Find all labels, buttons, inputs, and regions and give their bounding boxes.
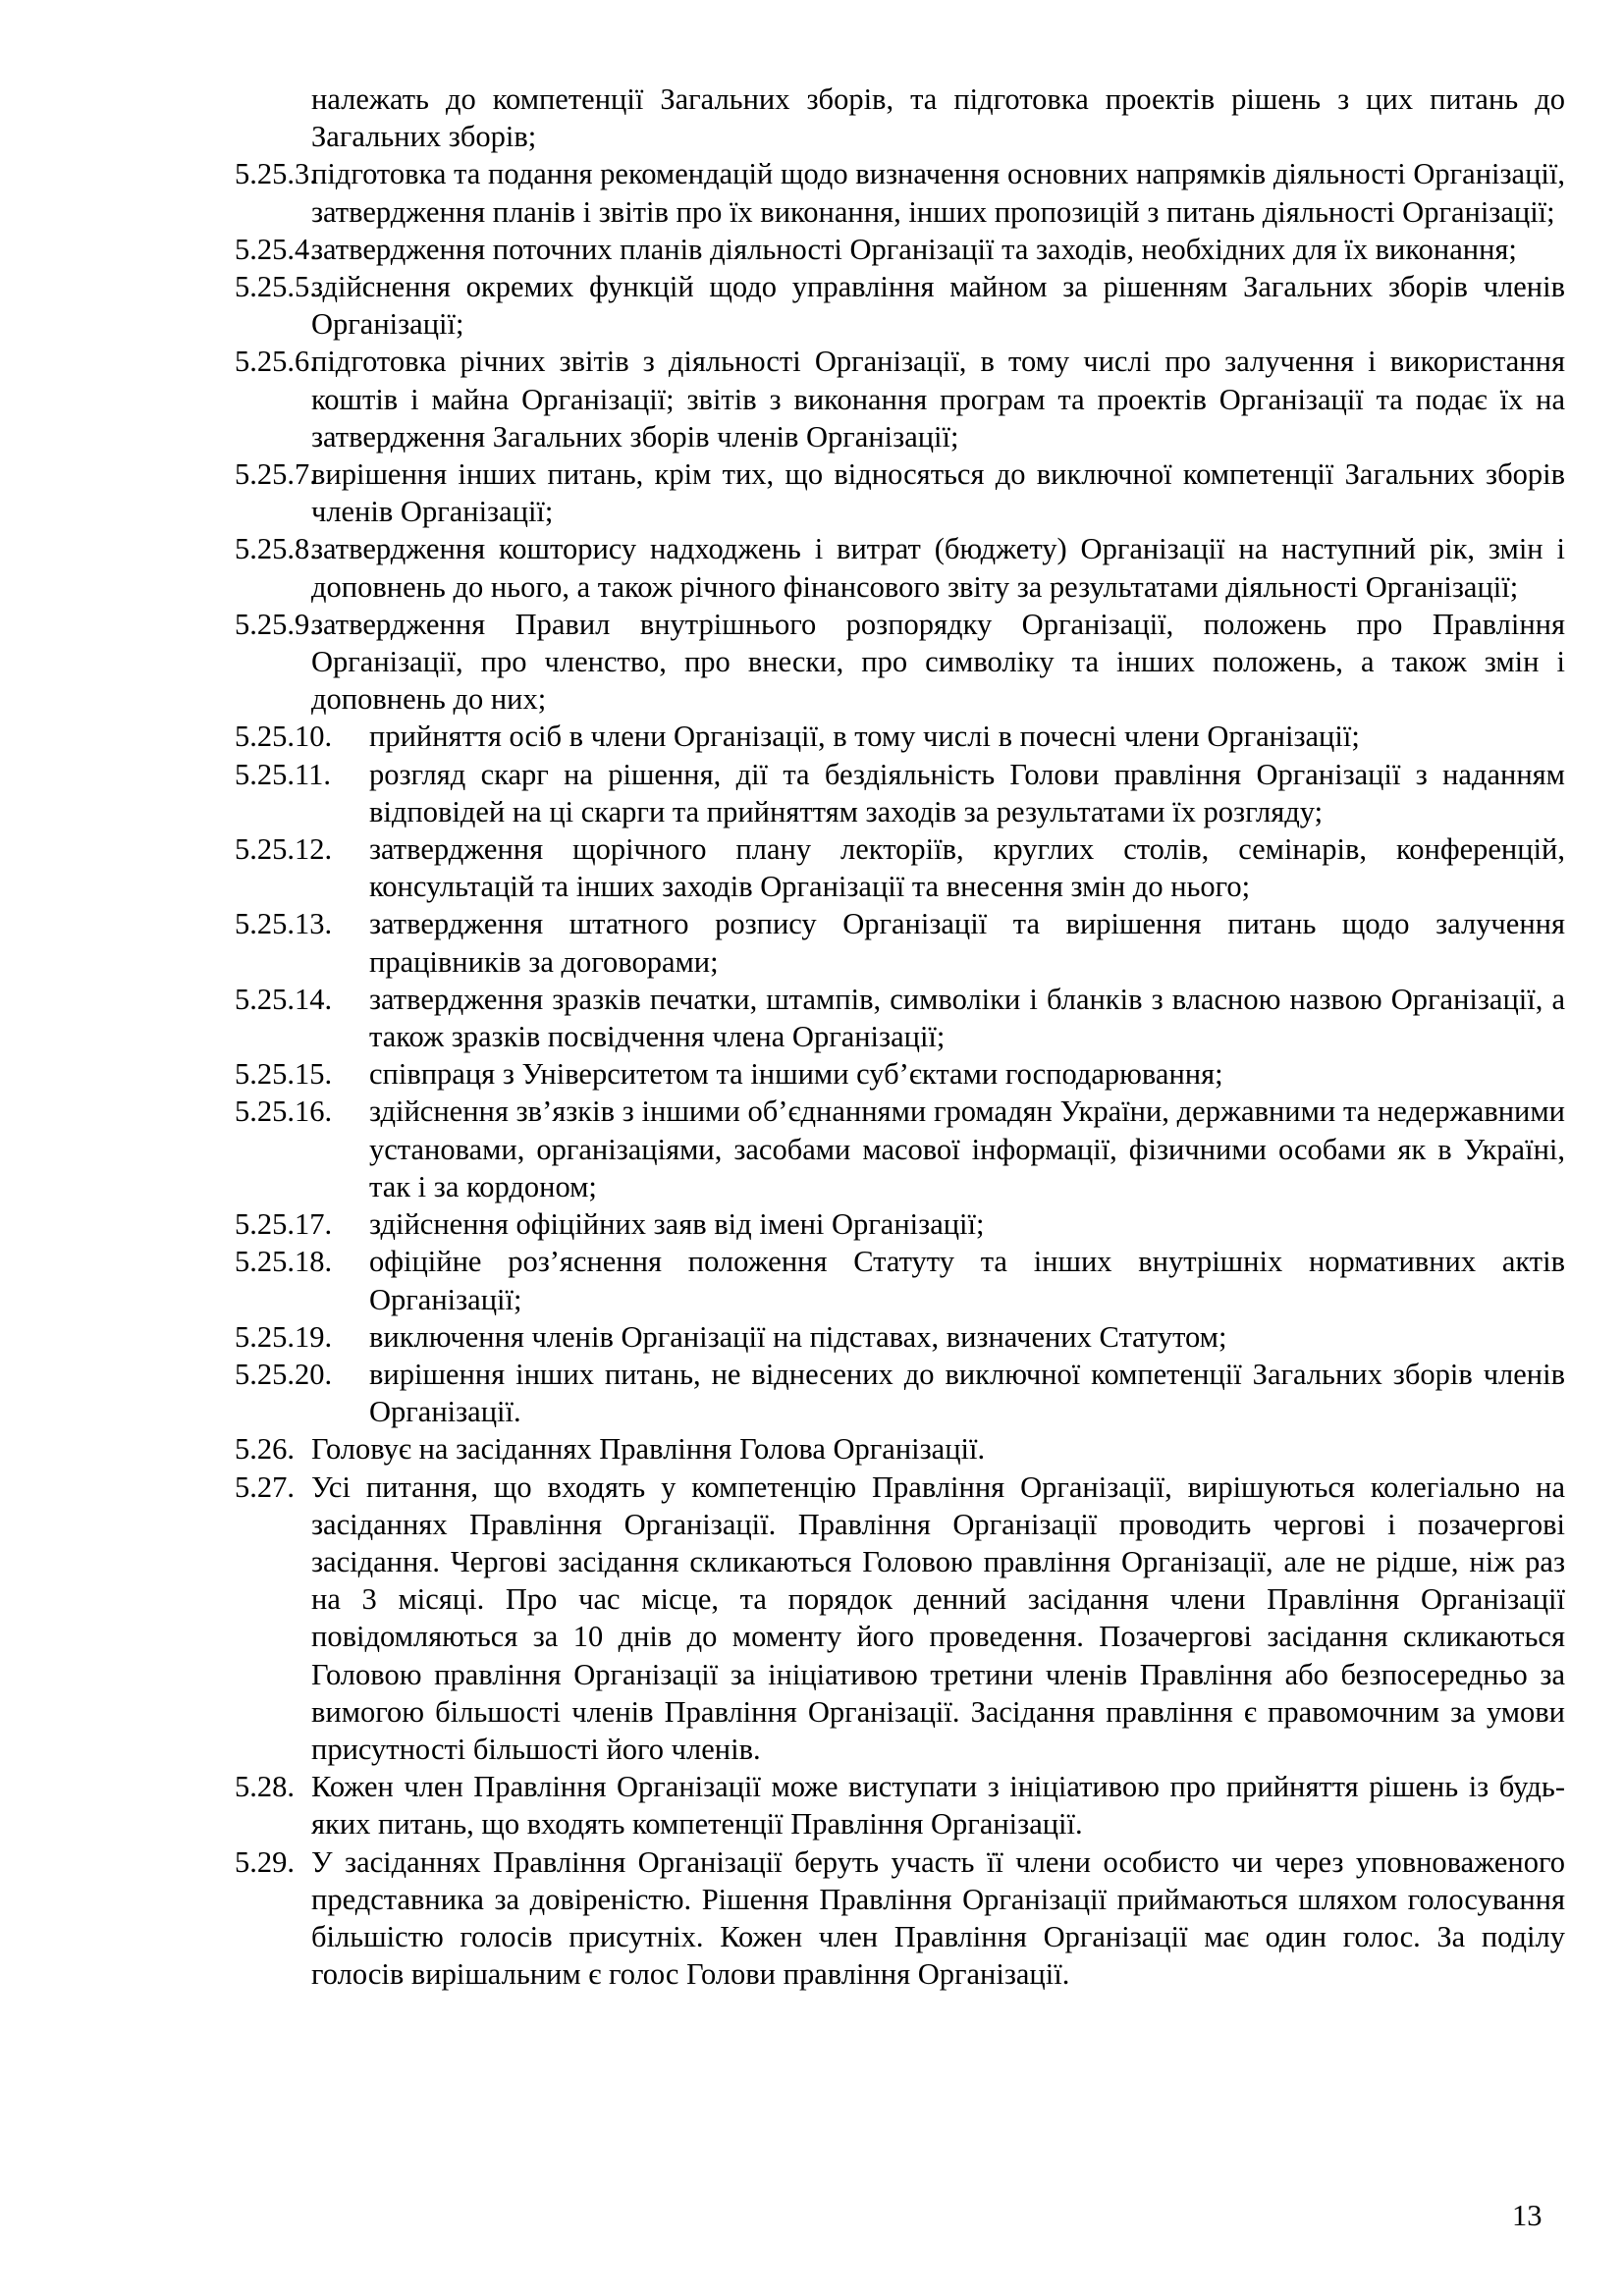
clause-text: розгляд скарг на рішення, дії та бездіяльність Голови правління Організації з наданням відповідей на ці скарги та прийняттям заходів за результатами їх розгляду;	[369, 757, 1565, 828]
clause-item	[235, 1055, 1565, 1093]
clause-text: здійснення окремих функцій щодо управління майном за рішенням Загальних зборів членів Організації;	[311, 270, 1565, 342]
clause-text: підготовка та подання рекомендацій щодо визначення основних напрямків діяльності Організації, затвердження планів і звітів про їх виконання, інших пропозицій з питань діяльності Організації;	[311, 157, 1565, 229]
clause-text: вирішення інших питань, крім тих, що відносяться до виключної компетенції Загальних зборів членів Організації;	[311, 457, 1565, 529]
clause-item	[235, 1093, 1565, 1205]
clause-number: 5.25.11.	[235, 757, 331, 791]
clause-number: 5.25.4.	[235, 232, 317, 266]
clause-text: здійснення офіційних заяв від імені Організації;	[369, 1207, 985, 1242]
clause-number: 5.25.14.	[235, 982, 333, 1016]
clause-number: 5.25.9.	[235, 607, 317, 641]
continued-paragraph: належать до компетенції Загальних зборів, та підготовка проектів рішень з цих питань до Загальних зборів;	[311, 82, 1565, 154]
clause-number: 5.26.	[235, 1432, 295, 1467]
clause-number: 5.25.6.	[235, 345, 317, 379]
clause-item	[235, 1243, 1565, 1317]
clause-number: 5.29.	[235, 1844, 295, 1879]
clause-number: 5.25.20.	[235, 1357, 333, 1391]
clause-text: офіційне роз’яснення положення Статуту та інших внутрішніх нормативних актів Організації;	[369, 1245, 1565, 1316]
clause-number: 5.25.5.	[235, 270, 317, 304]
page-number: 13	[1512, 2199, 1543, 2232]
clause-number: 5.25.7.	[235, 457, 317, 492]
clause-number: 5.25.3.	[235, 157, 317, 191]
clause-item	[235, 343, 1565, 455]
clause-text: співпраця з Університетом та іншими суб’єктами господарювання;	[369, 1057, 1223, 1092]
clause-text: здійснення зв’язків з іншими об’єднаннями громадян України, державними та недержавними установами, організаціями, засобами масової інформації, фізичними особами як в Україні, так і за кордоном;	[369, 1095, 1565, 1203]
clause-item	[235, 606, 1565, 719]
clause-item	[235, 455, 1565, 530]
clause-item	[235, 1205, 1565, 1243]
clause-number: 5.27.	[235, 1469, 295, 1504]
clause-item	[235, 1768, 1565, 1842]
clause-number: 5.25.8.	[235, 532, 317, 566]
clause-text: затвердження кошторису надходжень і витрат (бюджету) Організації на наступний рік, змін і доповнень до нього, а також річного фінансового звіту за результатами діяльності Організації;	[311, 532, 1565, 604]
clause-list	[235, 155, 1565, 1993]
clause-item	[235, 530, 1565, 605]
clause-number: 5.25.13.	[235, 907, 333, 941]
clause-text: Головує на засіданнях Правління Голова Організації.	[311, 1432, 986, 1467]
clause-number: 5.25.18.	[235, 1245, 333, 1279]
clause-item	[235, 231, 1565, 268]
clause-text: затвердження поточних планів діяльності Організації та заходів, необхідних для їх виконання;	[311, 232, 1517, 266]
clause-number: 5.25.15.	[235, 1057, 333, 1092]
clause-text: Усі питання, що входять у компетенцію Правління Організації, вирішуються колегіально на засіданнях Правління Організації. Правління Організації проводить чергові і позачергові засідання. Чергові засідання скликаються Головою правління Організації, але не рідше, ніж раз на 3 місяці. Про час місце, та порядок денний засідання члени Правління Організації повідомляються за 10 днів до моменту його проведення. Позачергові засідання скликаються Головою правління Організації за ініціативою третини членів Правління або безпосередньо за вимогою більшості членів Правління Організації. Засідання правління є правомочним за умови присутності більшості його членів.	[311, 1469, 1565, 1766]
document-body	[235, 80, 1565, 1993]
clause-item	[235, 268, 1565, 343]
clause-item	[235, 981, 1565, 1055]
clause-text: виключення членів Організації на підставах, визначених Статутом;	[369, 1319, 1227, 1354]
clause-item	[235, 1318, 1565, 1356]
clause-text: прийняття осіб в члени Організації, в тому числі в почесні члени Організації;	[369, 720, 1360, 754]
clause-text: затвердження щорічного плану лекторіїв, круглих столів, семінарів, конференцій, консультацій та інших заходів Організації та внесення змін до нього;	[369, 832, 1565, 904]
clause-item	[235, 905, 1565, 980]
clause-text: затвердження Правил внутрішнього розпорядку Організації, положень про Правління Організації, про членство, про внески, про символіку та інших положень, а також змін і доповнень до них;	[311, 607, 1565, 717]
clause-number: 5.25.16.	[235, 1095, 333, 1129]
clause-item	[235, 1468, 1565, 1769]
clause-number: 5.25.12.	[235, 832, 333, 867]
clause-number: 5.25.10.	[235, 720, 333, 754]
clause-text: затвердження штатного розпису Організації та вирішення питань щодо залучення працівників за договорами;	[369, 907, 1565, 979]
clause-item	[235, 756, 1565, 830]
clause-item	[235, 1430, 1565, 1468]
clause-number: 5.28.	[235, 1770, 295, 1804]
clause-text: вирішення інших питань, не віднесених до виключної компетенції Загальних зборів членів Організації.	[369, 1357, 1565, 1429]
clause-item	[235, 155, 1565, 230]
clause-text: затвердження зразків печатки, штампів, символіки і бланків з власною назвою Організації, а також зразків посвідчення члена Організації;	[369, 982, 1565, 1054]
clause-text: підготовка річних звітів з діяльності Організації, в тому числі про залучення і використання коштів і майна Організації; звітів з виконання програм та проектів Організації та подає їх на затвердження Загальних зборів членів Організації;	[311, 345, 1565, 454]
clause-item	[235, 1356, 1565, 1430]
clause-text: У засіданнях Правління Організації беруть участь її члени особисто чи через уповноваженого представника за довіреністю. Рішення Правління Організації приймаються шляхом голосування більшістю голосів присутніх. Кожен член Правління Організації має один голос. За поділу голосів вирішальним є голос Голови правління Організації.	[311, 1844, 1565, 1992]
clause-item	[235, 718, 1565, 755]
clause-number: 5.25.19.	[235, 1319, 333, 1354]
clause-text: Кожен член Правління Організації може виступати з ініціативою про прийняття рішень із будь-яких питань, що входять компетенції Правління Організації.	[311, 1770, 1565, 1842]
clause-item	[235, 1843, 1565, 1994]
clause-item	[235, 830, 1565, 905]
clause-number: 5.25.17.	[235, 1207, 333, 1242]
